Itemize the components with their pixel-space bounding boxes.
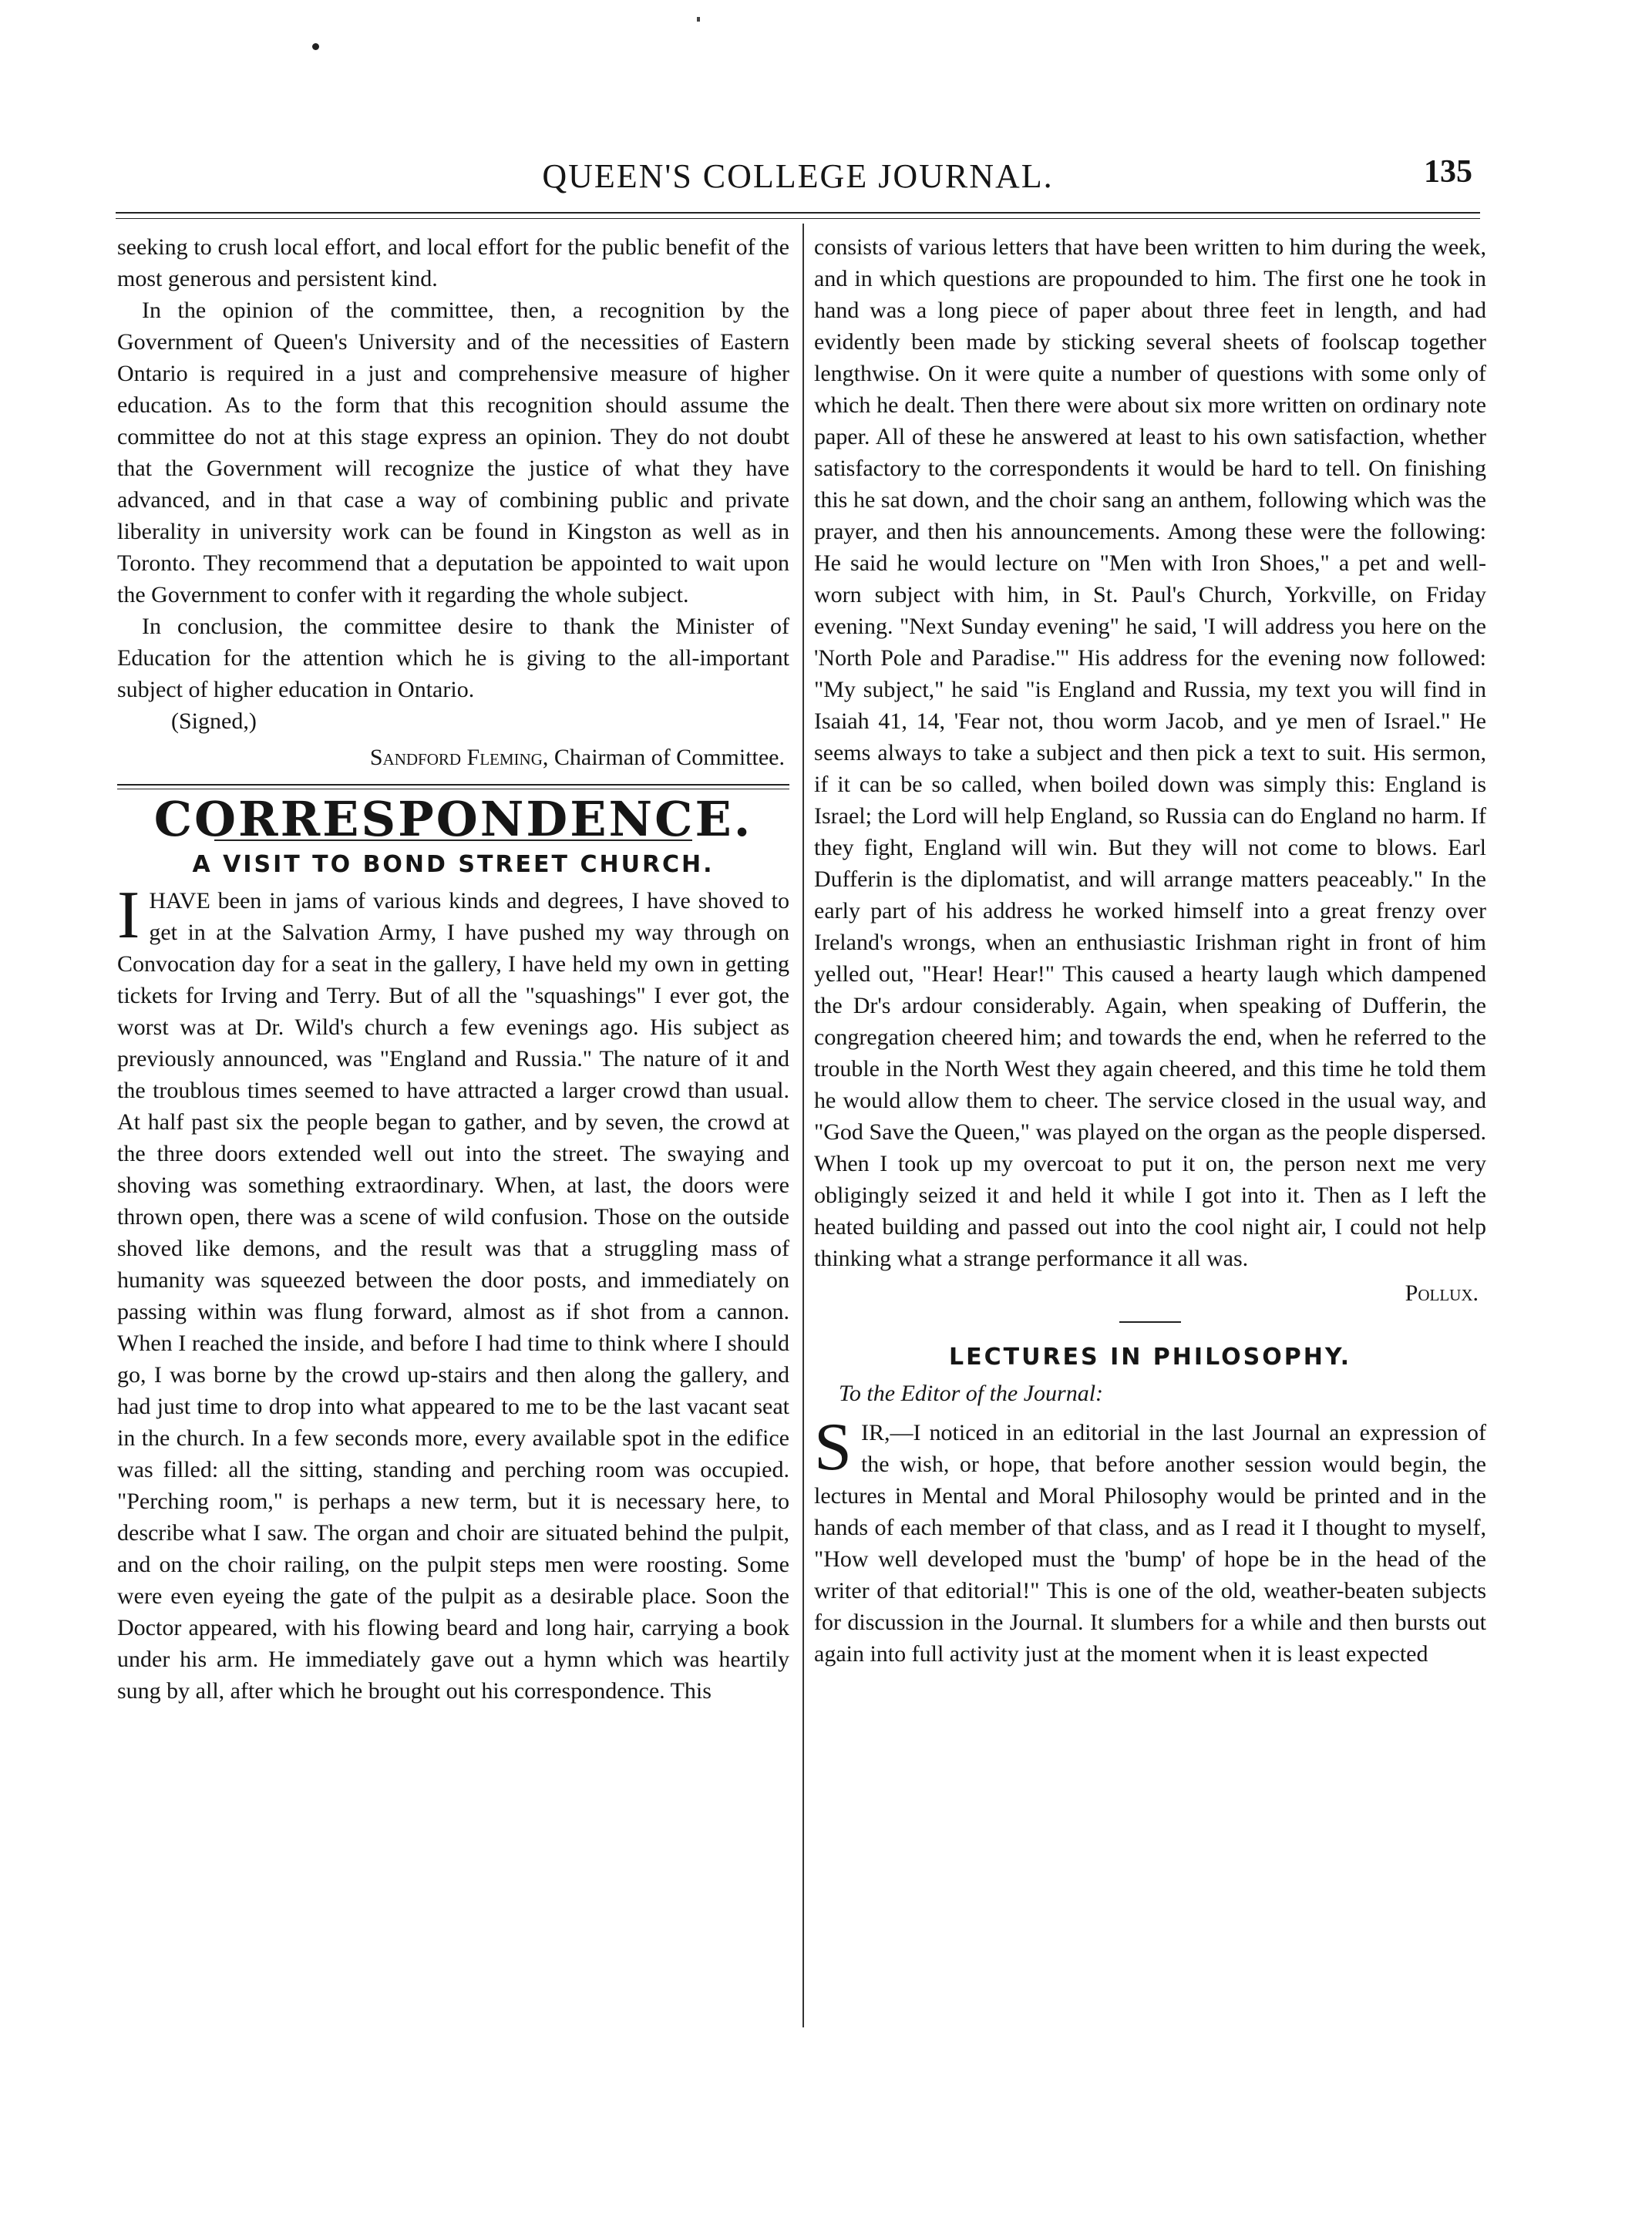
letter-salutation: To the Editor of the Journal: [839,1381,1104,1406]
right-column [814,231,1486,1670]
report-paragraph: In the opinion of the committee, then, a recognition by the Government of Queen's University and of the necessities of Eastern Ontario is required in a just and comprehensive measure of higher education. As to the form that this recognition should assume the committee do not at this stage express an opinion. They do not doubt that the Government will recognize the justice of what they have advanced, and in that case a way of combining public and private liberality in university work can be found in Kingston as well as in Toronto. They recommend that a deputation be appointed to wait upon the Government to confer with it regarding the whole subject. [117,298,789,607]
journal-title: QUEEN'S COLLEGE JOURNAL. [542,157,1054,195]
ink-speck [697,17,700,22]
divider-rule [1119,1321,1181,1323]
header-rule [116,212,1480,214]
committee-signature [117,742,789,773]
drop-cap: I [117,878,140,953]
report-paragraph: In conclusion, the committee desire to thank the Minister of Education for the attention which he is giving to the all-important subject of higher education in Ontario. [117,614,789,702]
left-column [117,231,789,1707]
signature-name: Sandford Fleming, [369,745,549,770]
report-paragraph: seeking to crush local effort, and local effort for the public benefit of the most generous and persistent kind. [117,234,789,291]
letter-text: IR,—I noticed in an editorial in the last Journal an expression of the wish, or hope, that before another session would begin, the lectures in Mental and Moral Philosophy would be printed and in the hands of each member of that class, and as I read it I thought to myself, "How well developed must the 'bump' of hope be in the head of the writer of that editorial!" This is one of the old, weather-beaten subjects for discussion in the Journal. It slumbers for a while and then bursts out again into full activity just at the moment when it is least expected [814,1420,1486,1667]
correspondence-heading: CORRESPONDENCE. [153,791,753,847]
article-body [117,878,789,1707]
page-header [116,150,1480,204]
article-signature: Pollux. [1405,1280,1479,1306]
signature-title: Chairman of Committee. [553,745,785,770]
article-title: LECTURES IN PHILOSOPHY. [949,1344,1351,1371]
article-title: A VISIT TO BOND STREET CHURCH. [192,851,715,878]
header-rule-thin [116,218,1480,219]
letter-body [814,1410,1486,1670]
column-divider [802,224,804,2027]
drop-cap: S [814,1410,852,1485]
article-continued: consists of various letters that have been written to him during the week, and in which questions are propounded to him. The first one he took in hand was a long piece of paper about three feet in length, and had evidently been made by sticking several sheets of foolscap together lengthwise. On it were quite a number of questions with some only of which he dealt. Then there were about six more written on ordinary note paper. All of these he answered at least to his own satisfaction, whether satisfactory to the correspondents it would be hard to tell. On finishing this he sat down, and the choir sang an anthem, following which was the prayer, and then his announcements. Among these were the following: He said he would lecture on "Men with Iron Shoes," a pet and well-worn subject with him, in St. Paul's Church, Yorkville, on Friday evening. "Next Sunday evening" he said, 'I will address you here on the 'North Pole and Paradise.'" His address for the evening now followed: "My subject," he said "is England and Russia, my text you will find in Isaiah 41, 14, 'Fear not, thou worm Jacob, and ye men of Israel." He seems always to take a subject and then pick a text to suit. His sermon, if it can be so called, when boiled down was simply this: England is Israel; the Lord will help England, so Russia can do England no harm. If they fight, England will win. But they will not come to blows. Earl Dufferin is the diplomatist, and will arrange matters peaceably." In the early part of his address he worked himself into a great frenzy over Ireland's wrongs, when an enthusiastic Irishman right in front of him yelled out, "Hear! Hear!" This caused a hearty laugh which dampened the Dr's ardour considerably. Again, when speaking of Dufferin, the congregation cheered him; and towards the end, when he referred to the trouble in the North West they again cheered, and this time he told them he would allow them to cheer. The service closed in the usual way, and "God Save the Queen," was played on the organ as the people dispersed. When I took up my overcoat to put it on, the person next me very obligingly seized it and held it while I got into it. Then as I left the heated building and passed out into the cool night air, I could not help thinking what a strange performance it all was. [814,234,1486,1271]
ink-speck [312,43,319,50]
page-number: 135 [1424,154,1472,190]
section-rule [117,784,789,786]
article-text: HAVE been in jams of various kinds and degrees, I have shoved to get in at the Salvation Army, I have pushed my way through on Convocation day for a seat in the gallery, I have held my own in getting tickets for Irving and Terry. But of all the "squashings" I ever got, the worst was at Dr. Wild's church a few evenings ago. His subject as previously announced, was "England and Russia." The nature of it and the troublous times seemed to have attracted a larger crowd than usual. At half past six the people began to gather, and by seven, the crowd at the three doors extended well out into the street. The swaying and shoving was something extraordinary. When, at last, the doors were thrown open, there was a scene of wild confusion. Those on the outside shoved like demons, and the result was that a struggling mass of humanity was squeezed between the door posts, and immediately on passing within was flung forward, almost as if shot from a cannon. When I reached the inside, and before I had time to think where I should go, I was borne by the crowd up-stairs and then along the gallery, and had just time to drop into what appeared to me to be the last vacant seat in the church. In a few seconds more, every available spot in the edifice was filled: all the sitting, standing and perching room was occupied. "Perching room," is perhaps a new term, but it is necessary here, to describe what I saw. The organ and choir are situated behind the pulpit, and on the choir railing, on the pulpit steps men were roosting. Some were even eyeing the gate of the pulpit as a desirable place. Soon the Doctor appeared, with his flowing beard and long hair, carrying a book under his arm. He immediately gave out a hymn which was heartily sung by all, after which he brought out his correspondence. This [117,888,789,1704]
signed-note: (Signed,) [171,708,257,734]
